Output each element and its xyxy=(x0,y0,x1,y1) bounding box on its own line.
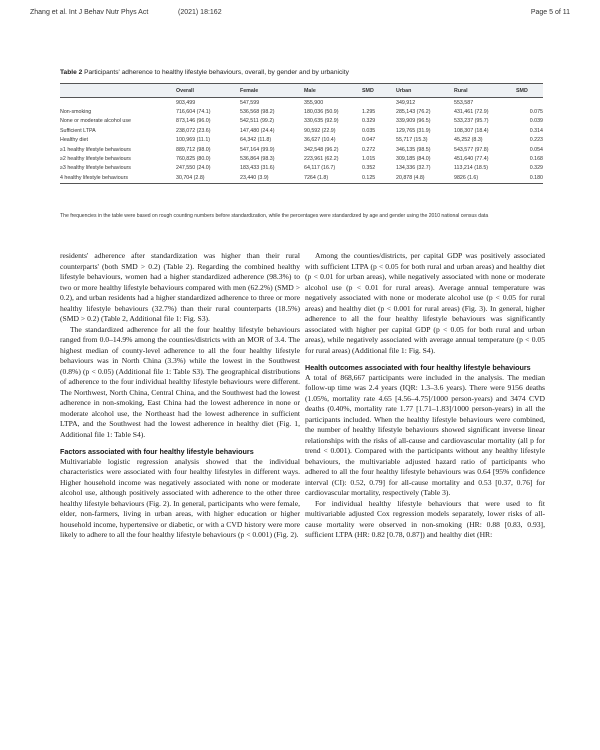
table-cell: 90,592 (22.9) xyxy=(304,127,336,134)
left-text-column xyxy=(60,251,300,541)
section-heading: Factors associated with four healthy lifestyle behaviours xyxy=(60,447,254,456)
table-cell: 309,185 (84.0) xyxy=(396,156,431,163)
section-heading: Health outcomes associated with four healthy lifestyle behaviours xyxy=(305,363,531,372)
table-row xyxy=(60,164,543,173)
table-cell: 349,912 xyxy=(396,99,416,106)
table-cell: 0.180 xyxy=(516,173,543,183)
table-cell: 0.329 xyxy=(362,118,376,125)
table-cell: 0.352 xyxy=(362,165,376,172)
table-cell: 342,548 (96.2) xyxy=(304,146,339,153)
table-cell: 451,640 (77.4) xyxy=(454,156,489,163)
table-cell: 547,164 (99.9) xyxy=(240,146,275,153)
table-row xyxy=(60,154,543,163)
table-cell: 0.272 xyxy=(362,146,376,153)
column-header: SMD xyxy=(362,84,396,98)
table-cell: 716,604 (74.1) xyxy=(176,109,211,116)
table-cell: 533,237 (95.7) xyxy=(454,118,489,125)
body-paragraph: residents' adherence after standardization was higher than their rural counterparts' (both SMD > 0.2) (Table 2). Regarding the combined healthy lifestyle behaviours, women had a higher standardized adherence (98.3%) to two or more healthy lifestyle behaviours compared with men (62.2%) (SMD > 0.2), and urban residents had a higher standardized adherence to three or more healthy lifestyle behaviours (32.7%) than their rural counterparts (18.5%) (SMD > 0.2) (Table 2, Additional file 1: Fig. S3). xyxy=(60,251,300,323)
table-header-row xyxy=(60,84,543,98)
column-header xyxy=(60,84,176,98)
table-cell: 20,878 (4.8) xyxy=(396,173,454,183)
table-cell: 30,704 (2.8) xyxy=(176,173,240,183)
table-cell: 1.295 xyxy=(362,109,376,116)
table-cell: 0.039 xyxy=(529,118,543,125)
table-cell: 536,864 (98.3) xyxy=(240,156,275,163)
body-paragraph: The standardized adherence for all the four healthy lifestyle behaviours ranged from 0.0–14.9% among the counties/districts with an MOR of 3.4. The highest median of county-level adherence to all the four healthy lifestyle behaviours was in North China (3.3%) while the lowest in the Southwest (0.8%) (p < 0.05) (Additional file 1: Table S3). The geographical distributions of adherence to the four individual healthy lifestyle behaviours were different. The Northwest, North China, Central China, and the Southwest had the lowest adherence in non-smoking, East China had the lowest adherence in none or moderate alcohol use, the Northeast had the lowest adherence in sufficient LTPA, and the Southwest had the lowest adherence in healthy diet (Fig. 1, Additional file 1: Table S4). xyxy=(60,324,300,439)
table-cell: 553,587 xyxy=(454,99,474,106)
table-cell: 55,717 (15.3) xyxy=(396,137,428,144)
table-cell: 223,961 (62.2) xyxy=(304,156,339,163)
body-paragraph: For individual healthy lifestyle behaviours that were used to fit multivariable adjusted Cox regression models separately, lower risks of all-cause mortality were observed in non-smoking (HR: 0.88 [0.83, 0.93], sufficient LTPA (HR: 0.82 [0.78, 0.87]) and healthy diet (HR: xyxy=(305,498,545,539)
right-text-column xyxy=(305,251,545,541)
table-cell: 0.047 xyxy=(362,137,376,144)
table-cell: Healthy diet xyxy=(60,137,88,144)
table-cell: 134,336 (32.7) xyxy=(396,165,431,172)
table-cell xyxy=(516,98,543,108)
table-cell: 355,900 xyxy=(304,99,324,106)
table-cell: Sufficient LTPA xyxy=(60,127,96,134)
table-cell: 64,342 (11.8) xyxy=(240,137,272,144)
table-cell: 183,433 (31.6) xyxy=(240,165,275,172)
table-cell: 760,825 (80.0) xyxy=(176,156,211,163)
table-cell: 536,568 (98.2) xyxy=(240,109,275,116)
table-title xyxy=(60,69,349,76)
table-cell: 1.015 xyxy=(362,156,376,163)
column-header: Overall xyxy=(176,84,240,98)
table-cell: 0.125 xyxy=(362,173,396,183)
table-cell: ≥3 healthy lifestyle behaviours xyxy=(60,165,131,172)
adherence-table xyxy=(60,83,543,184)
table-cell: 45,252 (8.3) xyxy=(454,137,483,144)
table-cell: 0.075 xyxy=(529,109,543,116)
table-cell: ≥2 healthy lifestyle behaviours xyxy=(60,156,131,163)
table-cell: 0.329 xyxy=(529,165,543,172)
table-row xyxy=(60,98,543,108)
table-cell: 543,577 (97.8) xyxy=(454,146,489,153)
table-label: Table 2 xyxy=(60,69,83,76)
table-cell: 431,461 (72.9) xyxy=(454,109,489,116)
table-cell: 147,480 (24.4) xyxy=(240,127,275,134)
table-cell: 180,036 (50.9) xyxy=(304,109,339,116)
column-header: Male xyxy=(304,84,362,98)
table-cell: ≥1 healthy lifestyle behaviours xyxy=(60,146,131,153)
page-number: Page 5 of 11 xyxy=(530,9,570,16)
table-cell: 0.223 xyxy=(529,137,543,144)
column-header: Urban xyxy=(396,84,454,98)
table-footnote: The frequencies in the table were based on rough counting numbers before standardization, while the percentages were standardized by age and gender using the 2010 national census data xyxy=(60,213,489,219)
table-cell: 113,214 (18.5) xyxy=(454,165,489,172)
table-row xyxy=(60,145,543,154)
table-cell: 129,765 (31.9) xyxy=(396,127,431,134)
body-paragraph: Among the counties/districts, per capital GDP was positively associated with sufficient LTPA (p < 0.05 for both rural and urban areas) and healthy diet (p < 0.01 for urban areas), while negatively associated with none or moderate alcohol use (p < 0.01 for rural areas). Average annual temperature was negatively associated with none or moderate alcohol use (p < 0.05 for rural areas) and healthy diet (p < 0.001 for rural areas) (Fig. 3). In general, higher adherence to all the four healthy lifestyle behaviours was significantly associated with higher per capital GDP (p < 0.05 for both rural and urban areas), while negatively associated with average annual temperature (p < 0.05 for rural areas) (Additional file 1: Fig. S4). xyxy=(305,251,545,355)
table-cell: None or moderate alcohol use xyxy=(60,118,131,125)
table-cell: 238,072 (23.6) xyxy=(176,127,211,134)
table-cell: 7264 (1.8) xyxy=(304,173,362,183)
table-cell: 4 healthy lifestyle behaviours xyxy=(60,173,176,183)
table-cell: 23,440 (3.9) xyxy=(240,173,304,183)
table-cell: 9826 (1.6) xyxy=(454,173,516,183)
table-cell xyxy=(60,98,176,108)
table-cell: 0.168 xyxy=(529,156,543,163)
table-cell: 889,712 (98.0) xyxy=(176,146,211,153)
column-header: Female xyxy=(240,84,304,98)
table-row xyxy=(60,136,543,145)
table-cell: 100,969 (11.1) xyxy=(176,137,211,144)
table-row xyxy=(60,117,543,126)
journal-citation: Zhang et al. Int J Behav Nutr Phys Act xyxy=(30,9,149,16)
table-cell: 0.314 xyxy=(529,127,543,134)
table-cell: 108,307 (18.4) xyxy=(454,127,489,134)
table-cell: 0.054 xyxy=(529,146,543,153)
table-cell: 903,499 xyxy=(176,99,196,106)
table-cell: 346,135 (98.5) xyxy=(396,146,431,153)
table-cell: 330,635 (92.9) xyxy=(304,118,339,125)
table-cell: Non-smoking xyxy=(60,109,92,116)
table-cell xyxy=(362,98,396,108)
column-header: Rural xyxy=(454,84,516,98)
table-caption: Participants' adherence to healthy lifestyle behaviours, overall, by gender and by urbanicity xyxy=(84,69,349,76)
table-cell: 285,143 (76.2) xyxy=(396,109,431,116)
table-row xyxy=(60,173,543,183)
table-cell: 64,117 (16.7) xyxy=(304,165,336,172)
body-paragraph: Multivariable logistic regression analysis showed that the individual characteristics were associated with four healthy lifestyles in different ways. Higher household income was negatively associated with none or moderate alcohol use, although positively associated with adherence to the other three healthy lifestyle behaviours (Fig. 2). In general, participants who were female, elder, non-farmers, living in urban areas, with higher education or higher household income, hypertensive or diabetic, or with a CVD history were more likely to adhere to all the four healthy lifestyle behaviours (p < 0.001) (Fig. 2). xyxy=(60,456,300,539)
table-cell: 0.035 xyxy=(362,127,376,134)
table-cell: 339,909 (96.5) xyxy=(396,118,431,125)
table-cell: 542,511 (99.2) xyxy=(240,118,275,125)
table-cell: 547,599 xyxy=(240,99,260,106)
body-paragraph: A total of 868,667 participants were included in the analysis. The median follow-up time was 2.4 years (IQR: 1.3–3.6 years). There were 9156 deaths (1.05%, mortality rate 4.65 [4.56–4.75]/1000 person-years) and 3474 CVD deaths (0.40%, mortality rate 1.77 [1.71–1.83]/1000 person-years) in all the participants included. When the healthy lifestyle behaviours were combined, the number of healthy lifestyle behaviours showed significant inverse linear relationships with the risks of all-cause and cardiovascular mortality (all p for trend < 0.001). Compared with the participants without any healthy lifestyle behaviours, the multivariable adjusted hazard ratio of participants who adhered to all the four healthy lifestyle behaviours was 0.64 [95% confidence interval (CI): 0.52, 0.79] for all-cause mortality and 0.53 [0.37, 0.76] for cardiovascular mortality, respectively (Table 3). xyxy=(305,372,545,497)
table-cell: 873,146 (96.0) xyxy=(176,118,211,125)
table-cell: 36,627 (10.4) xyxy=(304,137,336,144)
table-row xyxy=(60,107,543,116)
table-cell: 247,550 (24.0) xyxy=(176,165,211,172)
table-row xyxy=(60,126,543,135)
journal-year-volume: (2021) 18:162 xyxy=(178,9,222,16)
column-header: SMD xyxy=(516,84,543,98)
